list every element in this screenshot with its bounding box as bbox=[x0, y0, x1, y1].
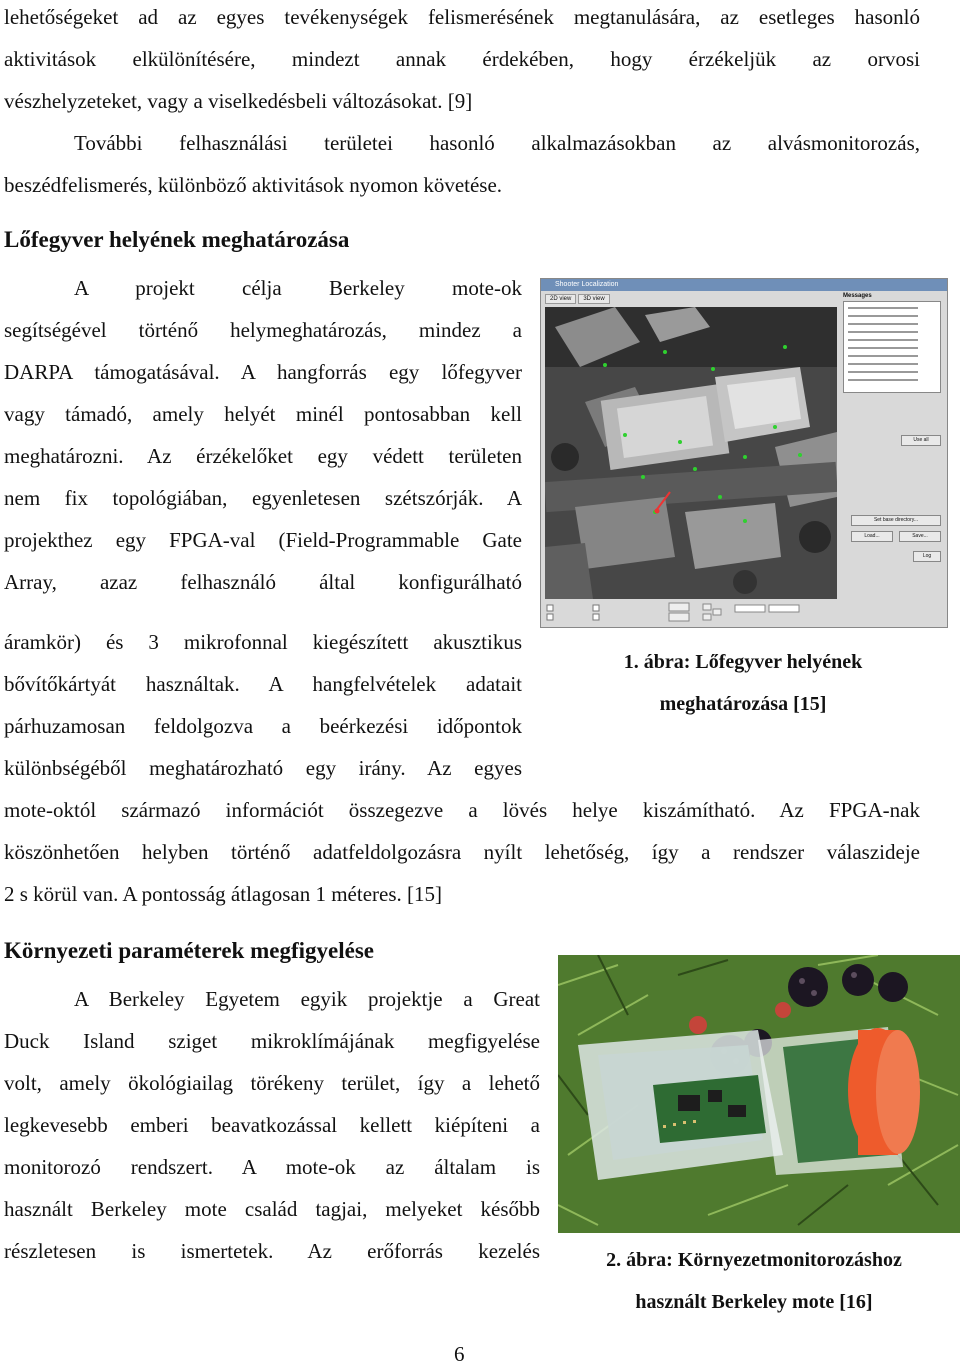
text-line: meghatározni. Az érzékelőket egy védett területen bbox=[4, 444, 522, 468]
text-line: lehetőségeket ad az egyes tevékenységek felismerésének megtanulására, az esetleges hasonló bbox=[4, 5, 920, 29]
bottom-controls bbox=[545, 601, 837, 623]
figure-caption: használt Berkeley mote [16] bbox=[635, 1291, 873, 1313]
tab-3d-view: 3D view bbox=[578, 294, 609, 304]
tab-2d-view: 2D view bbox=[545, 294, 576, 304]
text-line: További felhasználási területei hasonló alkalmazásokban az alvásmonitorozás, bbox=[74, 131, 920, 155]
text-line: beszédfelismerés, különböző aktivitások nyomon követése. bbox=[4, 173, 503, 197]
text-line: A Berkeley Egyetem egyik projektje a Great bbox=[74, 987, 540, 1011]
text-line: vészhelyzeteket, vagy a viselkedésbeli változásokat. [9] bbox=[4, 89, 473, 113]
figure-caption: 2. ábra: Környezetmonitorozáshoz bbox=[606, 1249, 902, 1271]
text-line: köszönhetően helyben történő adatfeldolgozásra nyílt lehetőség, így a rendszer válaszideje bbox=[4, 840, 920, 864]
text-line: áramkör) és 3 mikrofonnal kiegészített akusztikus bbox=[4, 630, 522, 654]
load-button: Load... bbox=[851, 531, 893, 542]
text-line: bővítőkártyát használtak. A hangfelvételek adatait bbox=[4, 672, 522, 696]
text-line: aktivitások elkülönítésére, mindezt annak érdekében, hogy érzékeljük az orvosi bbox=[4, 47, 920, 71]
save-button: Save... bbox=[899, 531, 941, 542]
figure-berkeley-mote-photo bbox=[558, 955, 960, 1233]
messages-list bbox=[843, 301, 941, 393]
window-titlebar: Shooter Localization bbox=[541, 279, 947, 291]
bottom-controls-graphic bbox=[545, 601, 837, 623]
mote-photo-graphic bbox=[558, 955, 960, 1233]
text-line: 2 s körül van. A pontosság átlagosan 1 méteres. [15] bbox=[4, 882, 443, 906]
text-line: Duck Island sziget mikroklímájának megfigyelése bbox=[4, 1029, 540, 1053]
figure-shooter-localization bbox=[540, 278, 948, 628]
text-line: Array, azaz felhasználó által konfigurálható bbox=[4, 570, 522, 594]
page-number: 6 bbox=[454, 1342, 465, 1366]
text-line: A projekt célja Berkeley mote-ok bbox=[74, 276, 522, 300]
message-rows-graphic bbox=[844, 302, 940, 392]
use-all-button: Use all bbox=[901, 435, 941, 446]
text-line: monitorozó rendszert. A mote-ok az általam is bbox=[4, 1155, 540, 1179]
messages-panel bbox=[843, 293, 943, 613]
section-heading: Környezeti paraméterek megfigyelése bbox=[4, 938, 374, 963]
text-line: nem fix topológiában, egyenletesen szétszórják. A bbox=[4, 486, 522, 510]
messages-title: Messages bbox=[843, 293, 872, 299]
log-button: Log bbox=[913, 551, 941, 562]
text-line: projekthez egy FPGA-val (Field-Programmable Gate bbox=[4, 528, 522, 552]
figure-caption: 1. ábra: Lőfegyver helyének bbox=[623, 651, 863, 673]
text-line: használt Berkeley mote család tagjai, melyeket később bbox=[4, 1197, 540, 1221]
view-tabs bbox=[545, 294, 610, 304]
text-line: különbségéből meghatározható egy irány. Az egyes bbox=[4, 756, 522, 780]
text-line: volt, amely ökológiailag törékeny terület, így a lehető bbox=[4, 1071, 540, 1095]
figure-caption: meghatározása [15] bbox=[659, 693, 827, 715]
section-heading: Lőfegyver helyének meghatározása bbox=[4, 227, 350, 252]
aerial-photo bbox=[545, 307, 837, 599]
aerial-map-graphic bbox=[545, 307, 837, 599]
text-line: legkevesebb emberi beavatkozással kellett kiépíteni a bbox=[4, 1113, 540, 1137]
text-line: segítségével történő helymeghatározás, mindez a bbox=[4, 318, 522, 342]
text-line: vagy támadó, amely helyét minél pontosabban kell bbox=[4, 402, 522, 426]
set-base-directory-button: Set base directory... bbox=[851, 515, 941, 526]
text-line: részletesen is ismertetek. Az erőforrás kezelés bbox=[4, 1239, 540, 1263]
text-line: párhuzamosan feldolgozva a beérkezési időpontok bbox=[4, 714, 522, 738]
text-line: mote-októl származó információt összegezve a lövés helye kiszámítható. Az FPGA-nak bbox=[4, 798, 920, 822]
text-line: DARPA támogatásával. A hangforrás egy lőfegyver bbox=[4, 360, 522, 384]
